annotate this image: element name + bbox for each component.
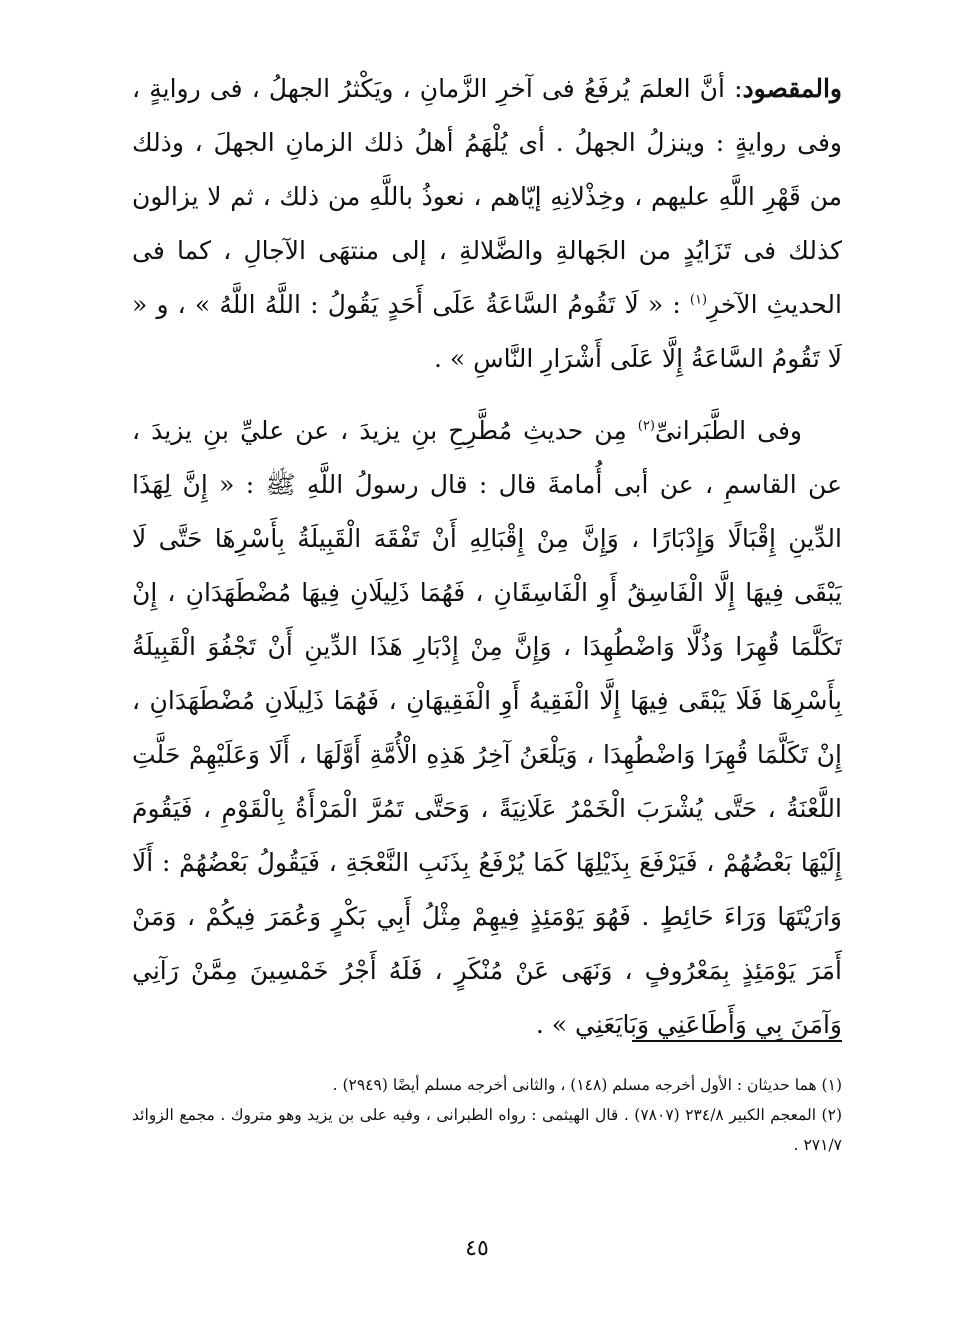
paragraph-1-text-part-1: : أنَّ العلمَ يُرفَعُ فى آخرِ الزَّمانِ ، ويَكْثرُ الجهلُ ، فى روايةٍ ، وفى روايةٍ : وينزلُ الجهلُ . أى يُلْهَمُ أهلُ ذلك الزمانِ الجهلَ ، وذلك من قَهْرِ اللَّهِ عليهم ، وخِذْلانِهِ إيّاهم ، نعوذُ باللَّهِ من ذلك ، ثم لا يزالون كذلك فى تَزَايُدٍ من الجَهالةِ والضَّلالةِ ، إلى منتهَى الآجالِ ، كما فى الحديثِ الآخرِ <box>132 74 842 319</box>
paragraph-2-text-part-1: وفى الطَّبَرانىِّ <box>654 416 802 445</box>
page-number: ٤٥ <box>465 1236 489 1261</box>
paragraph-1 <box>132 62 842 386</box>
footnote-2: (٢) المعجم الكبير ٢٣٤/٨ (٧٨٠٧) . قال الهيثمى : رواه الطبرانى ، وفيه على بن يزيد وهو متروك . مجمع الزوائد ٢٧١/٧ . <box>132 1106 842 1154</box>
paragraph-lead-word: والمقصود <box>742 74 842 103</box>
footnote-1: (١) هما حديثان : الأول أخرجه مسلم (١٤٨) ، والثانى أخرجه مسلم أيضًا (٢٩٤٩) . <box>332 1076 842 1094</box>
paragraph-2 <box>132 404 842 1052</box>
footnotes <box>132 1070 842 1160</box>
footnote-reference-1: (١) <box>689 292 708 308</box>
paragraph-2-text-part-2: مِن حديثِ مُطَّرِحِ بنِ يزيدَ ، عن عليِّ بنِ يزيدَ ، عن القاسمِ ، عن أبى أُمامةَ قال : قال رسولُ اللَّهِ ﷺ : « إِنَّ لِهَذَا الدِّينِ إِقْبَالًا وَإِدْبَارًا ، وَإِنَّ مِنْ إِقْبَالِهِ أَنْ تَفْقَهَ الْقَبِيلَةُ بِأَسْرِهَا حَتَّى لَا يَبْقَى فِيهَا إِلَّا الْفَاسِقُ أَوِ الْفَاسِقَانِ ، فَهُمَا ذَلِيلَانِ فِيهَا مُضْطَهَدَانِ ، إِنْ تَكَلَّمَا قُهِرَا وَذُلَّا وَاضْطُهِدَا ، وَإِنَّ مِنْ إِدْبَارِ هَذَا الدِّينِ أَنْ تَجْفُوَ الْقَبِيلَةُ بِأَسْرِهَا فَلَا يَبْقَى فِيهَا إِلَّا الْفَقِيهُ أَوِ الْفَقِيهَانِ ، فَهُمَا ذَلِيلَانِ مُضْطَهَدَانِ ، إِنْ تَكَلَّمَا قُهِرَا وَاضْطُهِدَا ، وَيَلْعَنُ آخِرُ هَذِهِ الْأُمَّةِ أَوَّلَهَا ، أَلَا وَعَلَيْهِمْ حَلَّتِ اللَّعْنَةُ ، حَتَّى يُشْرَبَ الْخَمْرُ عَلَانِيَةً ، وَحَتَّى تَمُرَّ الْمَرْأَةُ بِالْقَوْمِ ، فَيَقُومَ إِلَيْهَا بَعْضُهُمْ ، فَيَرْفَعَ بِذَيْلِهَا كَمَا يُرْفَعُ بِذَنَبِ النَّعْجَةِ ، فَيَقُولُ بَعْضُهُمْ : أَلَا وَارَيْتَهَا وَرَاءَ حَائِطٍ . فَهُوَ يَوْمَئِذٍ فِيهِمْ مِثْلُ أَبِي بَكْرٍ وَعُمَرَ فِيكُمْ ، وَمَنْ أَمَرَ يَوْمَئِذٍ بِمَعْرُوفٍ ، وَنَهَى عَنْ مُنْكَرٍ ، فَلَهُ أَجْرُ خَمْسِينَ مِمَّنْ رَآنِي وَآمَنَ بِي وَأَطَاعَنِي وَبَايَعَنِي » . <box>132 416 842 1039</box>
footnote-reference-2: (٢) <box>637 418 655 434</box>
footnote-separator-rule <box>632 1040 842 1042</box>
main-text <box>132 62 842 1052</box>
paragraph-1-text-part-2: : « لَا تَقُومُ السَّاعَةُ عَلَى أَحَدٍ يَقُولُ : اللَّهُ اللَّهُ » ، و « لَا تَقُومُ السَّاعَةُ إِلَّا عَلَى أَشْرَارِ النَّاسِ » . <box>132 290 842 373</box>
